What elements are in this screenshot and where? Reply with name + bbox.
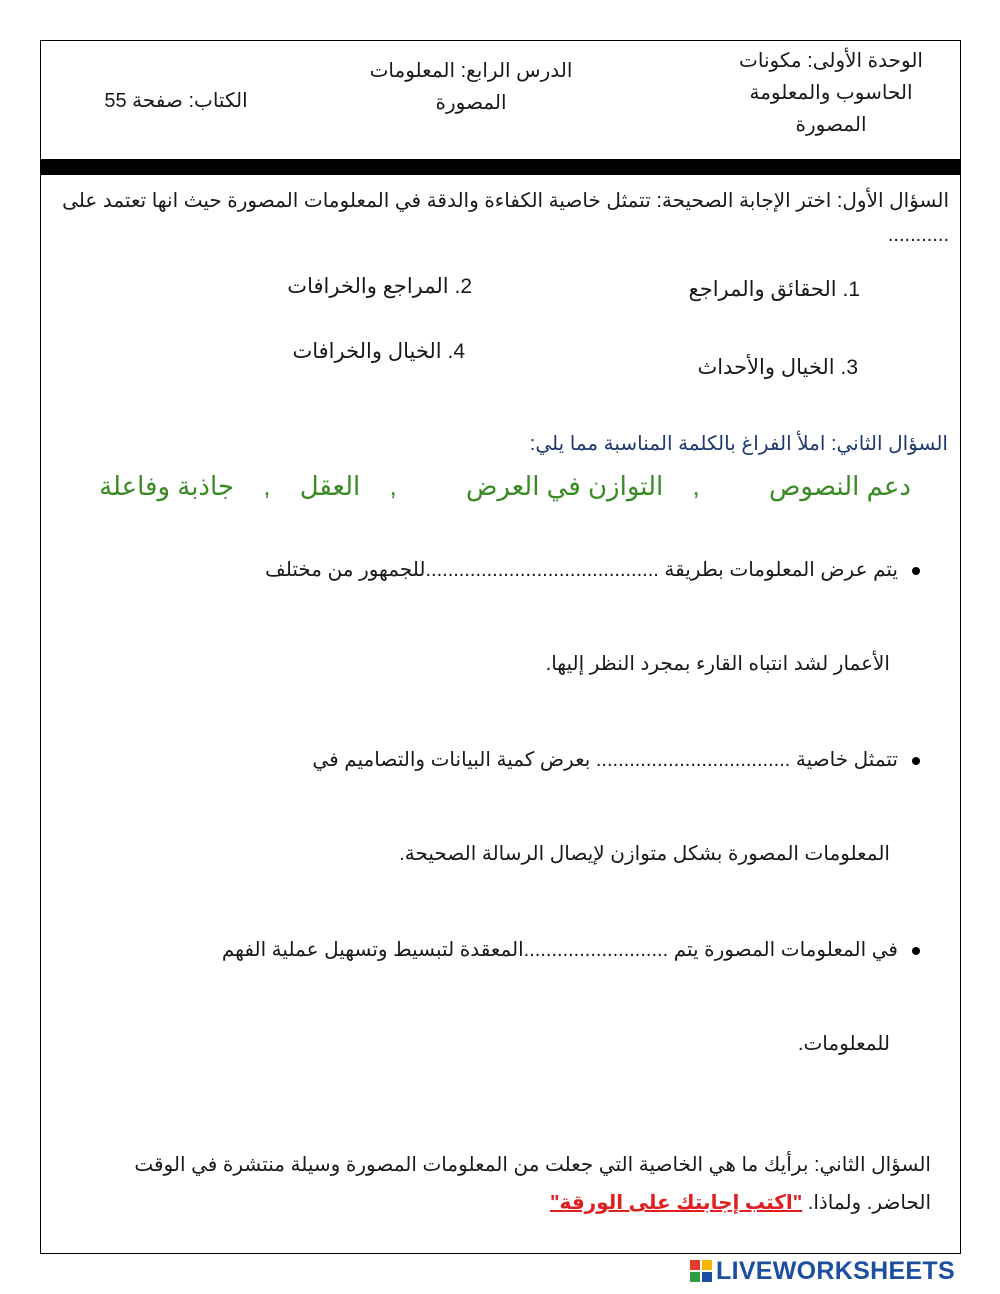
statement-3-line-2: للمعلومات. bbox=[797, 1033, 890, 1055]
word-bank bbox=[61, 471, 911, 502]
option-3[interactable]: 3. الخيال والأحداث bbox=[697, 356, 858, 379]
word-mind: العقل bbox=[299, 471, 361, 501]
header-divider bbox=[41, 159, 960, 175]
liveworksheets-logo-text: LIVEWORKSHEETS bbox=[716, 1256, 955, 1285]
question-3-text: السؤال الثاني: برأيك ما هي الخاصية التي جعلت من المعلومات المصورة وسيلة منتشرة في الوقت الحاضر. ولماذا. "اكتب إجابتك على الورقة" bbox=[134, 1154, 931, 1214]
question-1-text: السؤال الأول: اختر الإجابة الصحيحة: تتمثل خاصية الكفاءة والدقة في المعلومات المصورة حيث انها تعتمد على ........... bbox=[62, 190, 949, 246]
statement-1-line-1: يتم عرض المعلومات بطريقة ..........................................للجمهور من مختلف bbox=[265, 557, 920, 582]
statement-1-line-2: الأعمار لشد انتباه القارء بمجرد النظر إليها. bbox=[545, 653, 890, 675]
word-separator: , bbox=[389, 471, 397, 501]
option-1[interactable]: 1. الحقائق والمراجع bbox=[688, 278, 860, 301]
book-page-reference: الكتاب: صفحة 55 bbox=[104, 90, 248, 112]
statement-2-line-2: المعلومات المصورة بشكل متوازن لإيصال الرسالة الصحيحة. bbox=[399, 843, 890, 865]
word-support-texts: دعم النصوص bbox=[768, 471, 911, 501]
word-balance-display: التوازن في العرض bbox=[465, 471, 664, 501]
word-attractive-effective: جاذبة وفاعلة bbox=[99, 471, 235, 501]
bullet-icon bbox=[912, 757, 920, 765]
bullet-icon bbox=[912, 947, 920, 955]
lesson-title: الدرس الرابع: المعلومات المصورة bbox=[369, 60, 573, 114]
word-separator: , bbox=[692, 471, 700, 501]
statement-3-line-1: في المعلومات المصورة يتم ..........................المعقدة لتبسيط وتسهيل عملية الفهم bbox=[222, 937, 920, 962]
unit-title: الوحدة الأولى: مكونات الحاسوب والمعلومة المصورة bbox=[739, 50, 923, 136]
word-separator: , bbox=[263, 471, 271, 501]
option-2[interactable]: 2. المراجع والخرافات bbox=[287, 275, 472, 298]
worksheet-frame bbox=[40, 40, 961, 1254]
liveworksheets-branding bbox=[690, 1256, 955, 1286]
answer-instruction: "اكتب إجابتك على الورقة" bbox=[549, 1192, 803, 1214]
option-4[interactable]: 4. الخيال والخرافات bbox=[292, 340, 465, 363]
liveworksheets-logo-icon bbox=[690, 1260, 712, 1282]
bullet-icon bbox=[912, 567, 920, 575]
question-2-title: السؤال الثاني: املأ الفراغ بالكلمة المناسبة مما يلي: bbox=[529, 433, 948, 455]
statement-2-line-1: تتمثل خاصية ................................... بعرض كمية البيانات والتصاميم في bbox=[312, 747, 920, 772]
